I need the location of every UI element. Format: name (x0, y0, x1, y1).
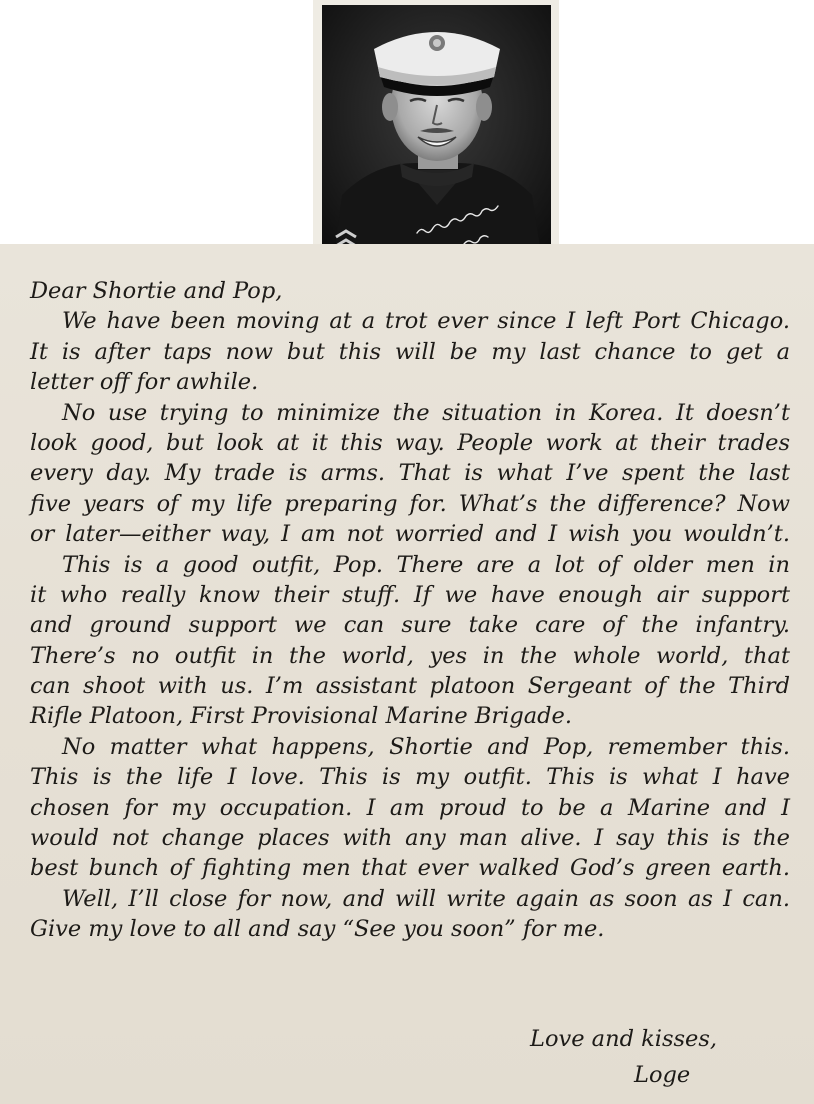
letter-greeting: Dear Shortie and Pop, (30, 278, 283, 304)
portrait-drawing (322, 5, 551, 273)
letter-line: would not change places with any man alive. I say this is the (30, 825, 790, 852)
letter-line: We have been moving at a trot ever since I left Port Chicago. (62, 308, 790, 335)
letter-body (30, 276, 790, 945)
letter-line: chosen for my occupation. I am proud to be a Marine and I (30, 794, 790, 821)
letter-line: Rifle Platoon, First Provisional Marine Brigade. (30, 703, 573, 730)
letter-line: letter off for awhile. (30, 369, 259, 396)
letter-signature: Loge (634, 1062, 691, 1088)
letter-line: Give my love to all and say “See you soon” for me. (30, 916, 605, 943)
letter-line: Well, I’ll close for now, and will write again as soon as I can. (62, 885, 790, 912)
letter-closing: Love and kisses, (530, 1026, 718, 1052)
letter-line: This is the life I love. This is my outfit. This is what I have (30, 764, 790, 791)
letter-line: it who really know their stuff. If we have enough air support (30, 581, 790, 608)
letter-line: best bunch of fighting men that ever walked God’s green earth. (30, 855, 790, 882)
letter-line: No matter what happens, Shortie and Pop, remember this. (62, 733, 790, 760)
letter-line: or later—either way, I am not worried and I wish you wouldn’t. (30, 521, 790, 548)
marine-portrait-photo (322, 5, 551, 273)
letter-line: and ground support we can sure take care of the infantry. (30, 612, 790, 639)
letter-line: It is after taps now but this will be my last chance to get a (30, 338, 790, 365)
letter-line: There’s no outfit in the world, yes in the whole world, that (30, 642, 790, 669)
letter-line: look good, but look at it this way. People work at their trades (30, 429, 790, 456)
portrait-photo-frame (313, 0, 559, 282)
letter-line: No use trying to minimize the situation in Korea. It doesn’t (62, 399, 790, 426)
letter-line: can shoot with us. I’m assistant platoon Sergeant of the Third (30, 673, 790, 700)
letter-line: five years of my life preparing for. What’s the difference? Now (30, 490, 790, 517)
letter-line: every day. My trade is arms. That is what I’ve spent the last (30, 460, 790, 487)
letter-line: This is a good outfit, Pop. There are a lot of older men in (62, 551, 790, 578)
